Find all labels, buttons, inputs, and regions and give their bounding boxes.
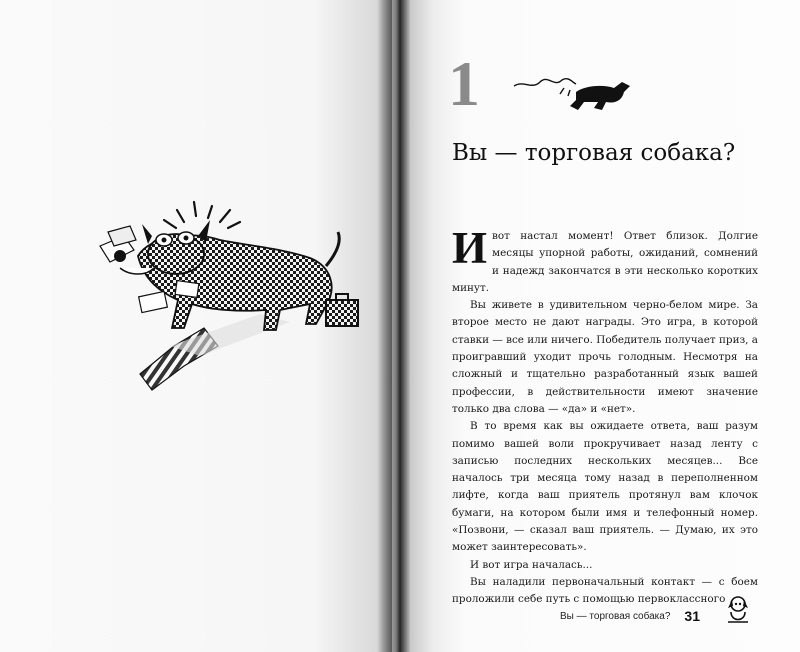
paragraph: Вы наладили первоначальный контакт — с боем проложили себе путь с помощью первоклассного: [452, 575, 758, 606]
chapter-number: 1: [448, 48, 481, 119]
sitting-dog-icon: [722, 594, 754, 626]
running-dog-icon: [510, 68, 632, 114]
paragraph: Вы живете в удивительном черно-белом мире. За второе место не дают награды. Это игра, в которой ставки — все или ничего. Победитель получает приз, а проигравший уходит прочь голодным. Несмотря на сложный и тщательно разработанный язык вашей профессии, в действительности имеют значение только два слова — «да» и «нет».: [452, 299, 758, 415]
paragraph-text: вот настал момент! Ответ близок. Долгие месяцы упорной работы, ожиданий, сомнений и надежд закончатся в эти несколько коротких минут.: [452, 230, 758, 294]
drop-cap: И: [452, 223, 488, 273]
paragraph: В то время как вы ожидаете ответа, ваш разум помимо вашей воли прокручивает назад ленту с записью последних нескольких месяцев... Все началось три месяца тому назад в переполненном лифте, когда ваш приятель протянул вам клочок бумаги, на котором были имя и телефонный номер. «Позвони, — сказал ваш приятель. — Думаю, их это может заинтересовать».: [452, 420, 758, 554]
chapter-title: Вы — торговая собака?: [452, 140, 736, 166]
left-page: [0, 0, 392, 652]
paragraph: [452, 223, 758, 297]
paragraph: И вот игра началась...: [470, 558, 593, 571]
dog-with-briefcase-illustration: [80, 196, 360, 396]
page-number: 31: [684, 608, 700, 624]
running-head: Вы — торговая собака?: [560, 610, 671, 622]
chapter-body: [452, 223, 758, 609]
